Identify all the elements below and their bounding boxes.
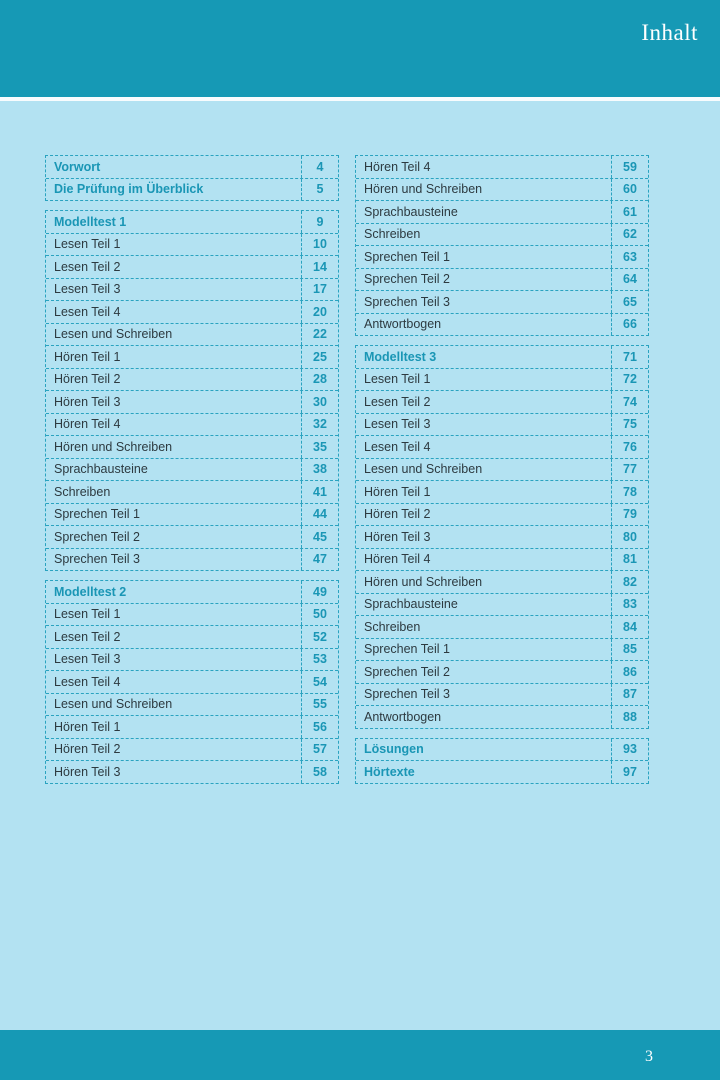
toc-entry-label: Schreiben <box>364 619 421 634</box>
toc-entry <box>356 201 648 224</box>
toc-block <box>45 580 339 784</box>
toc-entry-label: Lesen und Schreiben <box>54 327 173 342</box>
toc-entry-label: Modelltest 3 <box>364 349 437 364</box>
toc-entry-label: Sprechen Teil 2 <box>364 664 450 679</box>
toc-entry <box>46 481 338 504</box>
toc-entry-label: Hören Teil 1 <box>54 349 121 364</box>
toc-page-number: 74 <box>611 391 648 413</box>
toc-section-heading <box>356 346 648 369</box>
toc-entry-label: Lesen Teil 3 <box>54 282 121 297</box>
toc-block <box>355 155 649 336</box>
toc-entry-label: Hören Teil 3 <box>364 529 431 544</box>
toc-entry-label: Sprachbausteine <box>364 204 458 219</box>
toc-entry <box>46 256 338 279</box>
toc-page-number: 45 <box>301 526 338 548</box>
toc-entry-label: Hören Teil 2 <box>54 742 121 757</box>
toc-entry-label: Schreiben <box>364 227 421 242</box>
toc-page-number: 80 <box>611 526 648 548</box>
toc-page-number: 38 <box>301 459 338 481</box>
toc-entry <box>46 626 338 649</box>
toc-entry <box>46 504 338 527</box>
toc-entry-label: Hören und Schreiben <box>54 439 173 454</box>
toc-entry <box>356 269 648 292</box>
toc-entry <box>46 279 338 302</box>
toc-entry <box>46 526 338 549</box>
toc-section-heading <box>46 156 338 179</box>
toc-entry-label: Hören Teil 4 <box>54 417 121 432</box>
toc-entry <box>356 526 648 549</box>
toc-entry <box>46 391 338 414</box>
toc-page-number: 71 <box>611 346 648 368</box>
toc-page-number: 87 <box>611 684 648 706</box>
toc-entry <box>46 346 338 369</box>
toc-entry-label: Lesen Teil 1 <box>54 237 121 252</box>
toc-entry-label: Vorwort <box>54 159 101 174</box>
toc-entry <box>356 436 648 459</box>
toc-entry-label: Lesen Teil 3 <box>54 652 121 667</box>
toc-entry-label: Modelltest 2 <box>54 584 127 599</box>
toc-entry <box>46 694 338 717</box>
toc-entry-label: Sprechen Teil 3 <box>54 552 140 567</box>
toc-section-heading <box>46 179 338 201</box>
toc-entry <box>46 414 338 437</box>
toc-entry-label: Lesen Teil 2 <box>364 394 431 409</box>
toc-page-number: 54 <box>301 671 338 693</box>
toc-entry-label: Hören Teil 2 <box>54 372 121 387</box>
toc-entry <box>356 224 648 247</box>
toc-entry-label: Schreiben <box>54 484 111 499</box>
toc-entry <box>46 761 338 783</box>
toc-page-number: 86 <box>611 661 648 683</box>
toc-page-number: 78 <box>611 481 648 503</box>
toc-entry-label: Sprachbausteine <box>364 597 458 612</box>
toc-page-number: 52 <box>301 626 338 648</box>
toc-page-number: 4 <box>301 156 338 178</box>
toc-section-heading <box>356 739 648 762</box>
toc-entry-label: Lesen Teil 4 <box>364 439 431 454</box>
toc-page-number: 75 <box>611 414 648 436</box>
toc-page-number: 76 <box>611 436 648 458</box>
toc-entry <box>46 649 338 672</box>
toc-entry <box>46 549 338 571</box>
toc-entry-label: Hören und Schreiben <box>364 574 483 589</box>
toc-entry-label: Sprechen Teil 2 <box>54 529 140 544</box>
toc-page-number: 44 <box>301 504 338 526</box>
toc-entry <box>356 571 648 594</box>
toc-page-number: 56 <box>301 716 338 738</box>
toc-entry <box>46 301 338 324</box>
toc-entry-label: Sprechen Teil 3 <box>364 294 450 309</box>
toc-entry <box>356 616 648 639</box>
page-number: 3 <box>645 1048 653 1065</box>
toc-entry <box>356 459 648 482</box>
toc-page-number: 57 <box>301 739 338 761</box>
toc-entry-label: Lesen Teil 2 <box>54 629 121 644</box>
toc-page-number: 81 <box>611 549 648 571</box>
toc-entry <box>46 459 338 482</box>
toc-entry-label: Hören Teil 1 <box>54 719 121 734</box>
toc-page-number: 58 <box>301 761 338 783</box>
toc-entry-label: Lesen Teil 1 <box>364 372 431 387</box>
toc-page-number: 14 <box>301 256 338 278</box>
toc-entry-label: Lesen Teil 4 <box>54 674 121 689</box>
header-band <box>0 0 720 97</box>
toc-entry-label: Hören Teil 4 <box>364 552 431 567</box>
toc-entry <box>356 246 648 269</box>
toc-entry-label: Antwortbogen <box>364 709 442 724</box>
toc-page-number: 32 <box>301 414 338 436</box>
toc-entry <box>46 324 338 347</box>
toc-entry <box>356 504 648 527</box>
toc-page-number: 25 <box>301 346 338 368</box>
toc-entry <box>356 414 648 437</box>
toc-page-number: 41 <box>301 481 338 503</box>
toc-entry-label: Sprechen Teil 1 <box>364 642 450 657</box>
toc-section-heading <box>356 761 648 783</box>
toc-entry <box>356 291 648 314</box>
toc-page-number: 47 <box>301 549 338 571</box>
toc-entry-label: Hörtexte <box>364 764 415 779</box>
toc-block <box>355 345 649 729</box>
header-divider <box>0 97 720 101</box>
toc-entry <box>356 706 648 728</box>
toc-page-number: 82 <box>611 571 648 593</box>
page-title: Inhalt <box>641 20 698 45</box>
toc-page-number: 53 <box>301 649 338 671</box>
toc-entry-label: Lesen und Schreiben <box>364 462 483 477</box>
footer-band <box>0 1030 720 1080</box>
toc-entry <box>46 234 338 257</box>
toc-entry <box>356 481 648 504</box>
toc-entry <box>356 661 648 684</box>
toc-page-number: 64 <box>611 269 648 291</box>
toc-page-number: 9 <box>301 211 338 233</box>
toc-section-heading <box>46 211 338 234</box>
toc-entry <box>46 604 338 627</box>
toc-entry <box>46 369 338 392</box>
toc-entry-label: Hören Teil 3 <box>54 394 121 409</box>
toc-page-number: 63 <box>611 246 648 268</box>
toc-page-number: 17 <box>301 279 338 301</box>
toc-section-heading <box>46 581 338 604</box>
toc-entry-label: Die Prüfung im Überblick <box>54 182 204 197</box>
toc-entry-label: Sprechen Teil 3 <box>364 687 450 702</box>
toc-page-number: 66 <box>611 314 648 336</box>
toc-entry <box>356 156 648 179</box>
toc-page-number: 77 <box>611 459 648 481</box>
toc-entry <box>356 594 648 617</box>
toc-entry <box>356 369 648 392</box>
toc-page-number: 55 <box>301 694 338 716</box>
toc-entry-label: Sprechen Teil 1 <box>54 507 140 522</box>
toc-page-number: 60 <box>611 179 648 201</box>
toc-entry-label: Lesen Teil 2 <box>54 259 121 274</box>
toc-page-number: 22 <box>301 324 338 346</box>
toc-page-number: 10 <box>301 234 338 256</box>
toc-entry-label: Lesen Teil 1 <box>54 607 121 622</box>
toc-entry-label: Lesen Teil 4 <box>54 304 121 319</box>
toc-page-number: 50 <box>301 604 338 626</box>
toc-entry <box>356 684 648 707</box>
toc-entry <box>356 639 648 662</box>
toc-entry-label: Sprechen Teil 1 <box>364 249 450 264</box>
toc-column-left <box>45 155 339 793</box>
toc-entry-label: Lesen und Schreiben <box>54 697 173 712</box>
toc-column-right <box>355 155 649 793</box>
toc-page-number: 61 <box>611 201 648 223</box>
toc-page-number: 93 <box>611 739 648 761</box>
toc-page-number: 20 <box>301 301 338 323</box>
toc-entry-label: Modelltest 1 <box>54 214 127 229</box>
toc-entry-label: Sprechen Teil 2 <box>364 272 450 287</box>
toc-entry <box>46 716 338 739</box>
toc-entry <box>356 314 648 336</box>
toc-page-number: 28 <box>301 369 338 391</box>
toc-entry-label: Sprachbausteine <box>54 462 148 477</box>
toc-block <box>45 155 339 201</box>
toc-entry <box>356 179 648 202</box>
toc-entry-label: Hören Teil 3 <box>54 764 121 779</box>
toc-page-number: 79 <box>611 504 648 526</box>
toc-entry <box>356 549 648 572</box>
toc-page-number: 59 <box>611 156 648 178</box>
toc-block <box>355 738 649 784</box>
toc-entry <box>46 671 338 694</box>
toc-entry-label: Hören Teil 1 <box>364 484 431 499</box>
toc-page-number: 85 <box>611 639 648 661</box>
toc-page-number: 72 <box>611 369 648 391</box>
toc-page-number: 65 <box>611 291 648 313</box>
toc-page-number: 88 <box>611 706 648 728</box>
toc-page-number: 5 <box>301 179 338 201</box>
toc-page-number: 83 <box>611 594 648 616</box>
toc-page-number: 62 <box>611 224 648 246</box>
toc-entry-label: Antwortbogen <box>364 317 442 332</box>
toc-entry-label: Lesen Teil 3 <box>364 417 431 432</box>
toc-page-number: 84 <box>611 616 648 638</box>
toc-entry-label: Hören Teil 4 <box>364 159 431 174</box>
toc-block <box>45 210 339 571</box>
toc-page-number: 30 <box>301 391 338 413</box>
toc-entry-label: Hören Teil 2 <box>364 507 431 522</box>
toc-page-number: 35 <box>301 436 338 458</box>
toc-entry-label: Hören und Schreiben <box>364 182 483 197</box>
toc-entry <box>46 739 338 762</box>
toc-page-number: 49 <box>301 581 338 603</box>
toc-entry <box>46 436 338 459</box>
toc-entry-label: Lösungen <box>364 742 424 757</box>
toc-page-number: 97 <box>611 761 648 783</box>
toc-entry <box>356 391 648 414</box>
